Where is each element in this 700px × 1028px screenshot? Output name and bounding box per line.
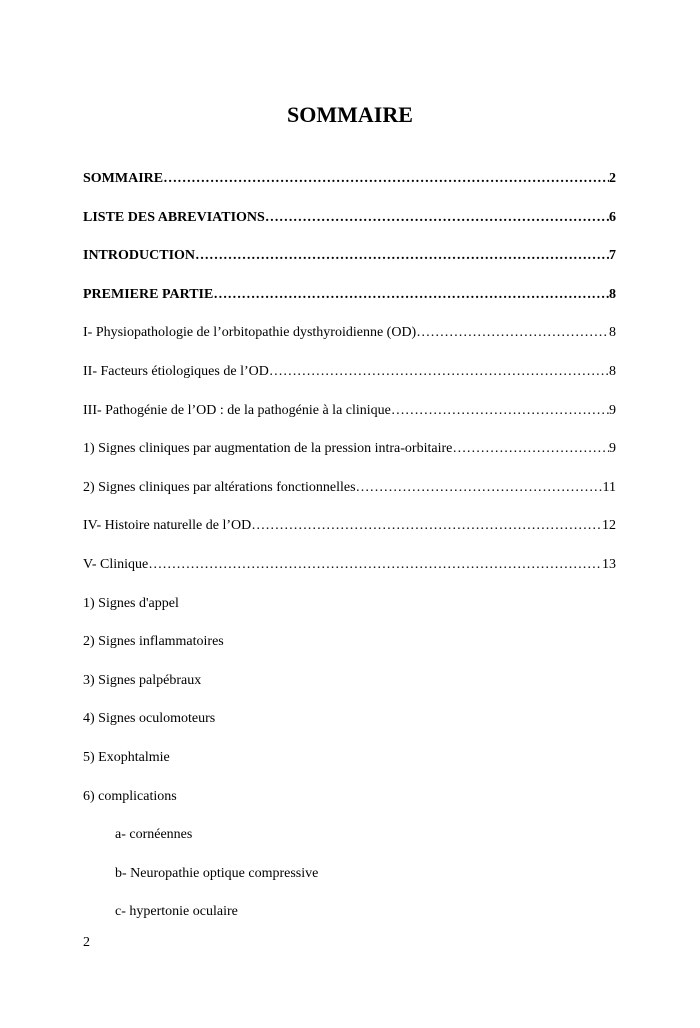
toc-entry[interactable] — [83, 247, 616, 286]
toc-entry-label: c- hypertonie oculaire — [115, 904, 238, 920]
toc-entry-label: 2) Signes inflammatoires — [83, 634, 224, 650]
toc-entry-page: 13 — [602, 556, 616, 572]
toc-entry[interactable] — [83, 363, 616, 402]
page-title: SOMMAIRE — [287, 102, 413, 127]
dot-leader — [452, 440, 609, 458]
toc-entry-page: 7 — [609, 248, 616, 264]
dot-leader — [269, 363, 609, 381]
dot-leader — [148, 556, 602, 574]
toc-entry-label: a- cornéennes — [115, 827, 193, 843]
toc-entry[interactable] — [83, 517, 616, 556]
toc-entry-label: IV- Histoire naturelle de l’OD — [83, 518, 252, 534]
dot-leader — [195, 247, 609, 265]
toc-entry-label: b- Neuropathie optique compressive — [115, 865, 319, 881]
table-of-contents — [83, 170, 616, 942]
toc-entry-label: 4) Signes oculomoteurs — [83, 711, 216, 727]
toc-entry[interactable] — [83, 402, 616, 441]
toc-entry[interactable] — [83, 170, 616, 209]
toc-entry[interactable] — [83, 440, 616, 479]
dot-leader — [163, 170, 609, 188]
toc-entry-label: PREMIERE PARTIE — [83, 286, 214, 302]
dot-leader — [416, 324, 609, 342]
toc-entry[interactable] — [83, 209, 616, 248]
toc-entry[interactable] — [83, 710, 616, 749]
toc-entry-page: 6 — [609, 209, 616, 225]
toc-entry[interactable] — [83, 556, 616, 595]
toc-entry-page: 2 — [609, 171, 616, 186]
toc-entry-label: 1) Signes d'appel — [83, 595, 179, 611]
toc-entry-label: V- Clinique — [83, 556, 149, 572]
toc-entry-page: 8 — [609, 325, 616, 341]
toc-entry-label: LISTE DES ABREVIATIONS — [83, 209, 265, 225]
toc-entry[interactable] — [83, 826, 616, 865]
toc-entry-page: 8 — [609, 363, 616, 379]
toc-entry[interactable] — [83, 903, 616, 942]
toc-entry[interactable] — [83, 865, 616, 904]
toc-entry[interactable] — [83, 749, 616, 788]
toc-entry[interactable] — [83, 324, 616, 363]
toc-entry-label: 1) Signes cliniques par augmentation de la pression intra-orbitaire — [83, 441, 453, 457]
toc-entry-label: 3) Signes palpébraux — [83, 672, 202, 688]
toc-entry-label: SOMMAIRE — [83, 171, 164, 186]
toc-entry[interactable] — [83, 479, 616, 518]
toc-entry-label: I- Physiopathologie de l’orbitopathie dysthyroidienne (OD) — [83, 325, 417, 341]
dot-leader — [391, 402, 609, 420]
toc-entry[interactable] — [83, 788, 616, 827]
dot-leader — [265, 209, 609, 227]
dot-leader — [251, 517, 602, 535]
toc-entry-page: 9 — [609, 441, 616, 457]
toc-entry[interactable] — [83, 672, 616, 711]
dot-leader — [356, 479, 603, 497]
toc-entry[interactable] — [83, 633, 616, 672]
toc-entry-label: 6) complications — [83, 788, 177, 804]
toc-entry-label: 2) Signes cliniques par altérations fonctionnelles — [83, 479, 356, 495]
toc-entry[interactable] — [83, 595, 616, 634]
toc-entry-label: II- Facteurs étiologiques de l’OD — [83, 363, 269, 379]
toc-entry-label: INTRODUCTION — [83, 248, 196, 264]
toc-entry-label: 5) Exophtalmie — [83, 749, 170, 765]
toc-entry-page: 12 — [602, 518, 616, 534]
toc-entry-page: 8 — [609, 286, 616, 302]
dot-leader — [213, 286, 609, 304]
toc-entry-label: III- Pathogénie de l’OD : de la pathogénie à la clinique — [83, 402, 391, 418]
toc-entry-page: 9 — [609, 402, 616, 418]
toc-entry-page: 11 — [602, 479, 616, 495]
toc-entry[interactable] — [83, 286, 616, 325]
page-number: 2 — [83, 935, 90, 950]
